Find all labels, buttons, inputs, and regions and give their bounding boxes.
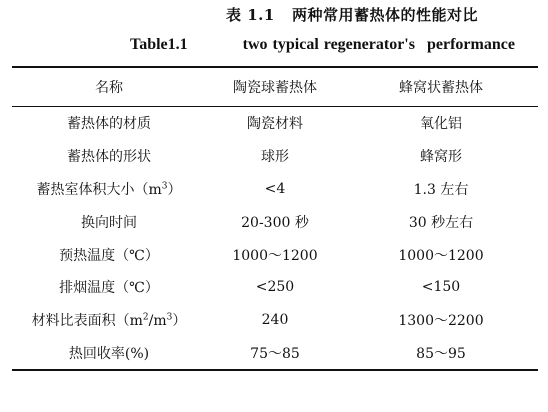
ceramic-value: 球形 — [261, 149, 289, 166]
honeycomb-value: 1300～2200 — [398, 313, 484, 330]
header-honeycomb: 蜂窝状蓄热体 — [399, 80, 483, 96]
performance-comparison-table — [12, 66, 538, 371]
honeycomb-value: 氧化铝 — [420, 116, 462, 133]
table-caption-english — [130, 36, 515, 54]
ceramic-value: 1000～1200 — [232, 247, 318, 264]
table-row — [12, 337, 538, 371]
header-ceramic-ball: 陶瓷球蓄热体 — [233, 80, 317, 96]
row-label: 蓄热体的形状 — [67, 149, 151, 166]
table-row — [12, 173, 538, 206]
ceramic-value: 20-300 秒 — [241, 214, 309, 231]
row-label: 预热温度（℃） — [59, 247, 159, 264]
caption-cn-label: 表 1.1 — [226, 6, 275, 24]
caption-en-title: two typical regenerator's — [242, 36, 415, 53]
row-label: 换向时间 — [81, 214, 137, 231]
table-header-row — [12, 67, 538, 107]
row-label: 材料比表面积$(m^2/m^3)$ — [31, 312, 187, 330]
honeycomb-value: 1.3 左右 — [413, 181, 469, 198]
ceramic-value: 陶瓷材料 — [247, 116, 303, 133]
row-label: 蓄热体的材质 — [67, 116, 151, 133]
ceramic-value: 75～85 — [250, 345, 300, 362]
honeycomb-value: 85～95 — [416, 345, 466, 362]
caption-en-tail: performance — [426, 36, 515, 53]
table-row — [12, 271, 538, 304]
caption-en-label: Table1.1 — [130, 36, 188, 53]
table-row — [12, 238, 538, 271]
row-label: 热回收率(%) — [68, 345, 150, 362]
ceramic-value: <250 — [255, 279, 295, 296]
table-row — [12, 107, 538, 140]
table-caption-chinese — [226, 4, 478, 25]
honeycomb-value: 1000～1200 — [398, 247, 484, 264]
row-label: 蓄热室体积大小$(m^3)$ — [36, 181, 182, 198]
ceramic-value: 240 — [261, 312, 289, 329]
header-name: 名称 — [95, 80, 123, 96]
honeycomb-value: 蜂窝形 — [420, 149, 462, 166]
honeycomb-value: <150 — [421, 279, 461, 296]
honeycomb-value: 30 秒左右 — [408, 214, 474, 231]
table-row — [12, 205, 538, 238]
ceramic-value: <4 — [264, 180, 286, 197]
table-row — [12, 140, 538, 173]
row-label: 排烟温度（℃） — [59, 280, 159, 297]
table-row — [12, 304, 538, 337]
caption-cn-title: 两种常用蓄热体的性能对比 — [292, 6, 479, 24]
